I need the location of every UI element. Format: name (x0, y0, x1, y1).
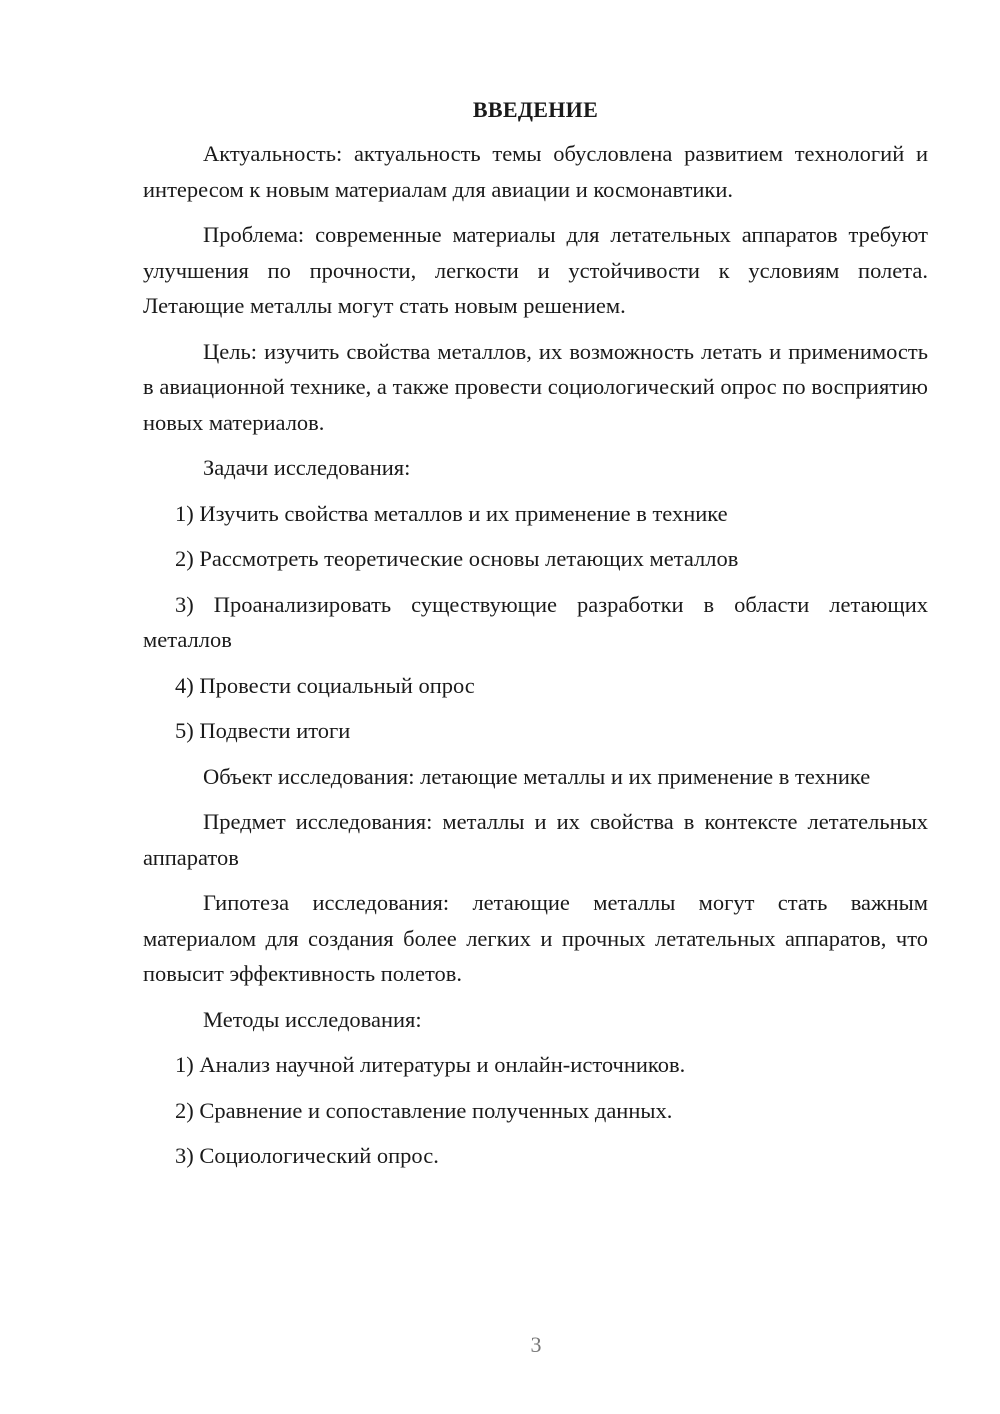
task-item-1: 1) Изучить свойства металлов и их применение в технике (175, 500, 728, 526)
task-item-2: 2) Рассмотреть теоретические основы летающих металлов (175, 546, 739, 571)
method-item-2: 2) Сравнение и сопоставление полученных данных. (175, 1097, 673, 1123)
section-title: ВВЕДЕНИЕ (472, 97, 599, 122)
method-item-1: 1) Анализ научной литературы и онлайн-источников. (175, 1052, 686, 1077)
goal-paragraph: Цель: изучить свойства металлов, их возможность летать и применимость в авиационной технике, а также провести социологический опрос по восприятию новых материалов. (143, 338, 928, 435)
page-number: 3 (530, 1332, 542, 1357)
task-item-5: 5) Подвести итоги (175, 718, 351, 743)
document-body (143, 88, 928, 1184)
task-item-4: 4) Провести социальный опрос (175, 672, 475, 698)
tasks-list (143, 496, 928, 749)
hypothesis-paragraph: Гипотеза исследования: летающие металлы могут стать важным материалом для создания более легких и прочных летательных аппаратов, что повысит эффективность полетов. (143, 890, 928, 986)
methods-heading: Методы исследования: (203, 1006, 422, 1032)
methods-list (143, 1047, 928, 1174)
problem-paragraph: Проблема: современные материалы для летательных аппаратов требуют улучшения по прочности, легкости и устойчивости к условиям полета. Летающие металлы могут стать новым решением. (143, 222, 928, 318)
relevance-paragraph: Актуальность: актуальность темы обусловлена развитием технологий и интересом к новым материалам для авиации и космонавтики. (143, 141, 928, 202)
tasks-heading: Задачи исследования: (203, 455, 411, 480)
task-item-3: 3) Проанализировать существующие разработки в области летающих металлов (143, 591, 928, 652)
method-item-3: 3) Социологический опрос. (175, 1143, 439, 1168)
subject-paragraph: Предмет исследования: металлы и их свойства в контексте летательных аппаратов (143, 809, 928, 870)
object-paragraph: Объект исследования: летающие металлы и их применение в технике (203, 763, 871, 789)
